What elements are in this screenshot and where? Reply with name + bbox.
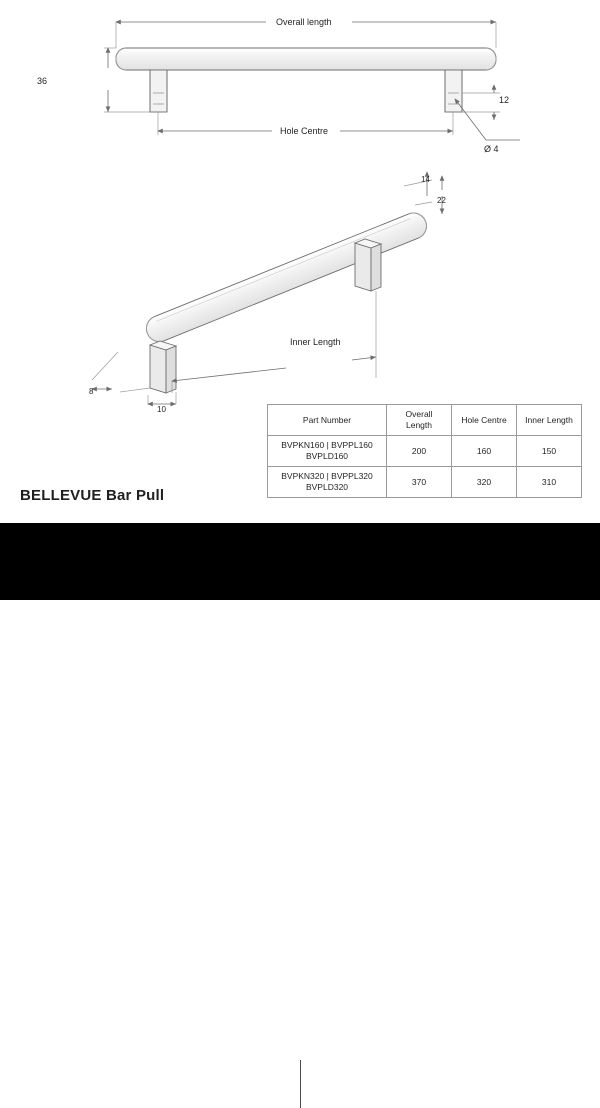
table-cell-hole-centre: 320 — [452, 467, 517, 498]
table-row — [268, 436, 582, 467]
elevation-bar-body — [116, 48, 496, 70]
table-cell-hole-centre: 160 — [452, 436, 517, 467]
momo-subtitle: HANDLES — [497, 1092, 550, 1101]
buildmat-logo — [24, 1071, 147, 1095]
table-header-hole-centre: Hole Centre — [452, 405, 517, 436]
label-overall-length: Overall length — [276, 17, 332, 27]
buildmat-wordmark: BUILDMAT — [55, 1073, 148, 1092]
part-number-line: BVPKN320 | BVPPL320 — [281, 471, 373, 481]
label-dim-14: 14 — [421, 175, 430, 184]
label-diameter-4: Ø 4 — [484, 144, 499, 154]
label-dim-10: 10 — [157, 405, 166, 414]
momo-wordmark: MOMO — [497, 1068, 564, 1089]
spec-table — [267, 404, 582, 498]
part-number-line: BVPLD320 — [305, 482, 349, 492]
elevation-right-leg — [445, 70, 462, 112]
label-inner-length: Inner Length — [290, 337, 341, 347]
table-row — [268, 467, 582, 498]
momo-logo — [497, 1069, 563, 1103]
table-header-overall-length: Overall Length — [387, 405, 452, 436]
table-cell-part-number — [268, 467, 387, 498]
label-dim-22: 22 — [437, 196, 446, 205]
table-cell-inner-length: 310 — [517, 467, 582, 498]
iso-right-leg — [355, 239, 381, 291]
label-hole-centre: Hole Centre — [280, 126, 329, 136]
part-number-line: BVPKN160 | BVPPL160 — [281, 440, 373, 450]
part-number-line: BVPLD160 — [305, 451, 349, 461]
table-cell-inner-length: 150 — [517, 436, 582, 467]
table-cell-overall-length: 200 — [387, 436, 452, 467]
table-header-part-number: Part Number — [268, 405, 387, 436]
footer-bar — [0, 523, 600, 1101]
table-cell-part-number — [268, 436, 387, 467]
footer-divider — [300, 1060, 301, 1108]
label-dim-8: 8 — [89, 387, 94, 396]
table-header-inner-length: Inner Length — [517, 405, 582, 436]
iso-bar-body — [143, 209, 431, 345]
table-header-row — [268, 405, 582, 436]
elevation-left-leg — [150, 70, 167, 112]
label-height-36: 36 — [37, 76, 48, 86]
page-title: BELLEVUE Bar Pull — [20, 487, 165, 504]
label-height-12: 12 — [499, 95, 510, 105]
table-cell-overall-length: 370 — [387, 467, 452, 498]
buildmat-mark-icon — [24, 1071, 46, 1095]
